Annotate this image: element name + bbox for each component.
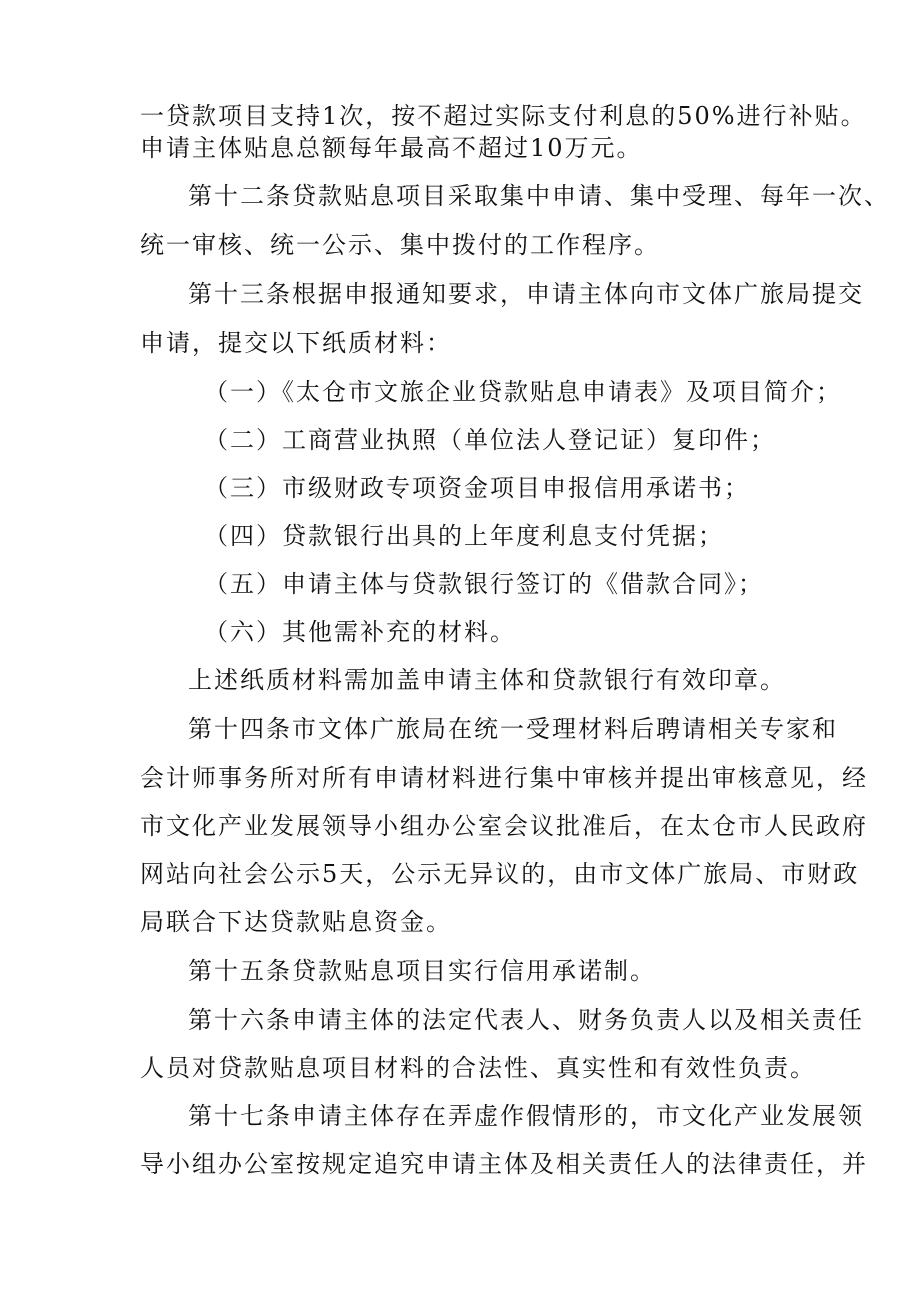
paragraph-line: 一贷款项目支持1次，按不超过实际支付利息的50%进行补贴。 bbox=[140, 102, 867, 130]
list-item: （二）工商营业执照（单位法人登记证）复印件； bbox=[204, 426, 776, 454]
paragraph-line: 申请，提交以下纸质材料： bbox=[140, 329, 452, 357]
list-item: （六）其他需补充的材料。 bbox=[204, 618, 516, 646]
paragraph-line: 上述纸质材料需加盖申请主体和贷款银行有效印章。 bbox=[188, 666, 786, 694]
article-thirteen-line: 第十三条根据申报通知要求，申请主体向市文体广旅局提交 bbox=[188, 280, 864, 308]
paragraph-line: 导小组办公室按规定追究申请主体及相关责任人的法律责任，并 bbox=[140, 1150, 868, 1178]
paragraph-line: 人员对贷款贴息项目材料的合法性、真实性和有效性负责。 bbox=[140, 1054, 816, 1082]
paragraph-line: 局联合下达贷款贴息资金。 bbox=[140, 908, 452, 936]
paragraph-line: 会计师事务所对所有申请材料进行集中审核并提出审核意见，经 bbox=[140, 764, 868, 792]
list-item: （四）贷款银行出具的上年度利息支付凭据； bbox=[204, 522, 724, 550]
paragraph-line: 市文化产业发展领导小组办公室会议批准后，在太仓市人民政府 bbox=[140, 812, 868, 840]
paragraph-line: 统一审核、统一公示、集中拨付的工作程序。 bbox=[140, 231, 660, 259]
article-twelve-line: 第十二条贷款贴息项目采取集中申请、集中受理、每年一次、 bbox=[188, 182, 890, 210]
article-sixteen-line: 第十六条申请主体的法定代表人、财务负责人以及相关责任 bbox=[188, 1006, 864, 1034]
article-fourteen-line: 第十四条市文体广旅局在统一受理材料后聘请相关专家和 bbox=[188, 715, 838, 743]
list-item: （一）《太仓市文旅企业贷款贴息申请表》及项目简介； bbox=[204, 378, 842, 406]
paragraph-line: 网站向社会公示5天，公示无异议的，由市文体广旅局、市财政 bbox=[140, 860, 860, 888]
list-item: （五）申请主体与贷款银行签订的《借款合同》； bbox=[204, 570, 764, 598]
list-item: （三）市级财政专项资金项目申报信用承诺书； bbox=[204, 474, 750, 502]
paragraph-line: 申请主体贴息总额每年最高不超过10万元。 bbox=[140, 134, 643, 162]
article-seventeen-line: 第十七条申请主体存在弄虚作假情形的，市文化产业发展领 bbox=[188, 1102, 864, 1130]
article-fifteen-line: 第十五条贷款贴息项目实行信用承诺制。 bbox=[188, 957, 656, 985]
